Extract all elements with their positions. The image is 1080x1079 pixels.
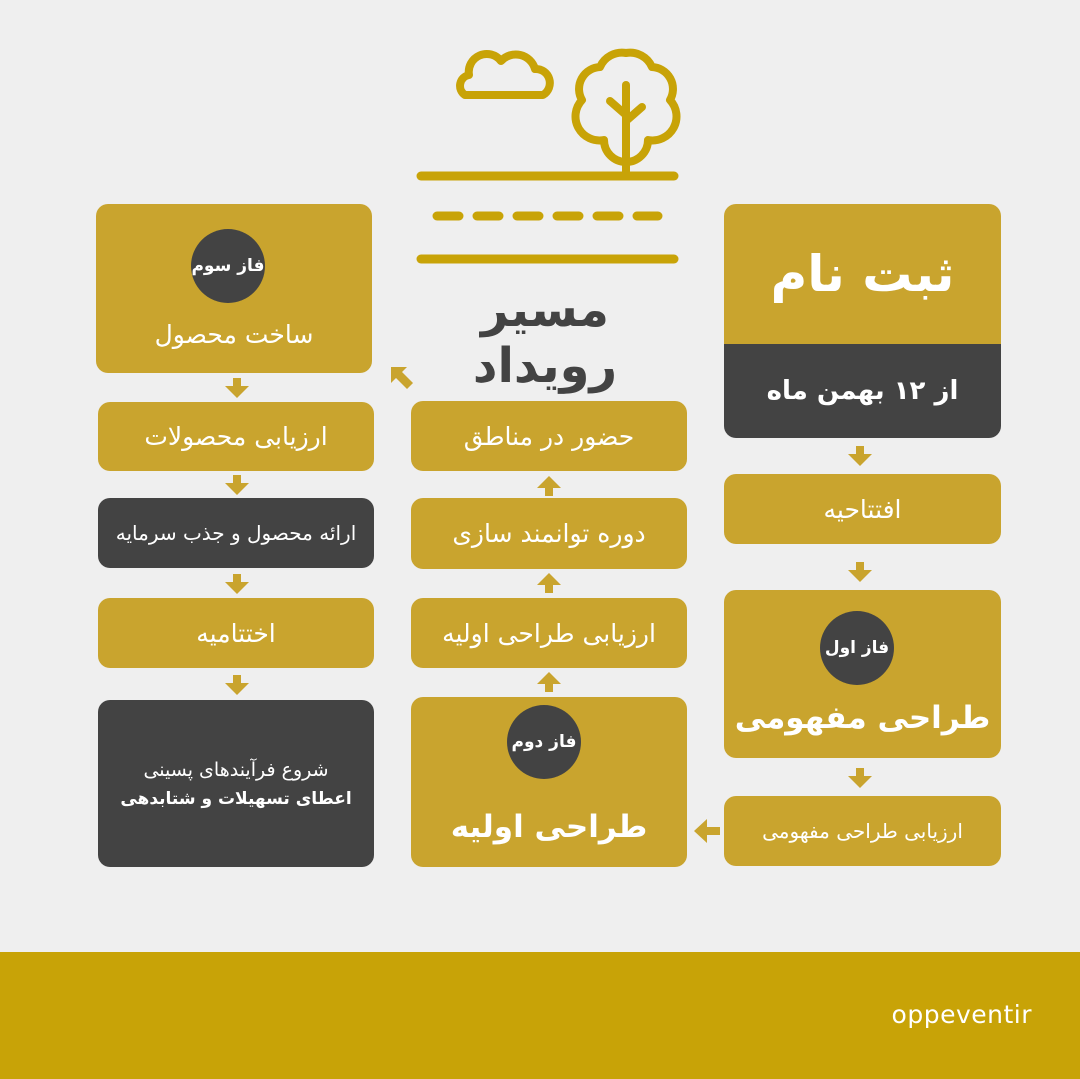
registration-date: از ۱۲ بهمن ماه	[766, 376, 959, 406]
arrow-down-icon	[222, 378, 252, 398]
arrow-down-icon	[222, 574, 252, 594]
post-process-box	[98, 700, 374, 867]
phase1-title: طراحی مفهومی	[734, 700, 991, 736]
tree-icon	[568, 45, 684, 180]
registration-date-panel	[724, 344, 1001, 438]
page-title: مسیر رویداد	[472, 282, 618, 394]
arrow-down-icon	[222, 475, 252, 495]
registration-card	[724, 204, 1001, 438]
phase3-title: ساخت محصول	[154, 320, 314, 349]
post-process-line2: اعطای تسهیلات و شتابدهی	[120, 788, 352, 809]
phase3-badge: فاز سوم	[191, 229, 265, 303]
regions-box	[411, 401, 687, 471]
road-icon	[415, 168, 680, 268]
brand-handle: oppeventir	[891, 1000, 1032, 1029]
arrow-down-icon	[845, 446, 875, 466]
arrow-left-icon	[694, 816, 720, 846]
arrow-down-icon	[845, 768, 875, 788]
registration-title: ثبت نام	[770, 245, 955, 303]
closing-label: اختتامیه	[196, 618, 276, 648]
arrow-down-icon	[222, 675, 252, 695]
eval-products-box	[98, 402, 374, 471]
phase2-badge: فاز دوم	[507, 705, 581, 779]
arrow-down-icon	[845, 562, 875, 582]
footer-bar	[0, 952, 1080, 1079]
cloud-icon	[455, 45, 555, 105]
registration-title-panel	[724, 204, 1001, 344]
phase2-title: طراحی اولیه	[450, 809, 648, 845]
phase1-eval-box	[724, 796, 1001, 866]
presentation-box	[98, 498, 374, 568]
eval-initial-box	[411, 598, 687, 668]
eval-products-label: ارزیابی محصولات	[144, 422, 328, 451]
empowerment-box	[411, 498, 687, 569]
phase1-badge: فاز اول	[820, 611, 894, 685]
presentation-label: ارائه محصول و جذب سرمایه	[115, 521, 357, 545]
regions-label: حضور در مناطق	[463, 421, 635, 451]
arrow-up-icon	[534, 476, 564, 496]
post-process-line1: شروع فرآیندهای پسینی	[143, 758, 329, 781]
arrow-up-left-icon	[391, 367, 413, 389]
opening-label: افتتاحیه	[823, 494, 902, 524]
arrow-up-icon	[534, 573, 564, 593]
empowerment-label: دوره توانمند سازی	[452, 519, 646, 548]
arrow-up-icon	[534, 672, 564, 692]
closing-box	[98, 598, 374, 668]
eval-initial-label: ارزیابی طراحی اولیه	[442, 618, 656, 648]
opening-box	[724, 474, 1001, 544]
phase1-eval-label: ارزیابی طراحی مفهومی	[762, 819, 963, 843]
